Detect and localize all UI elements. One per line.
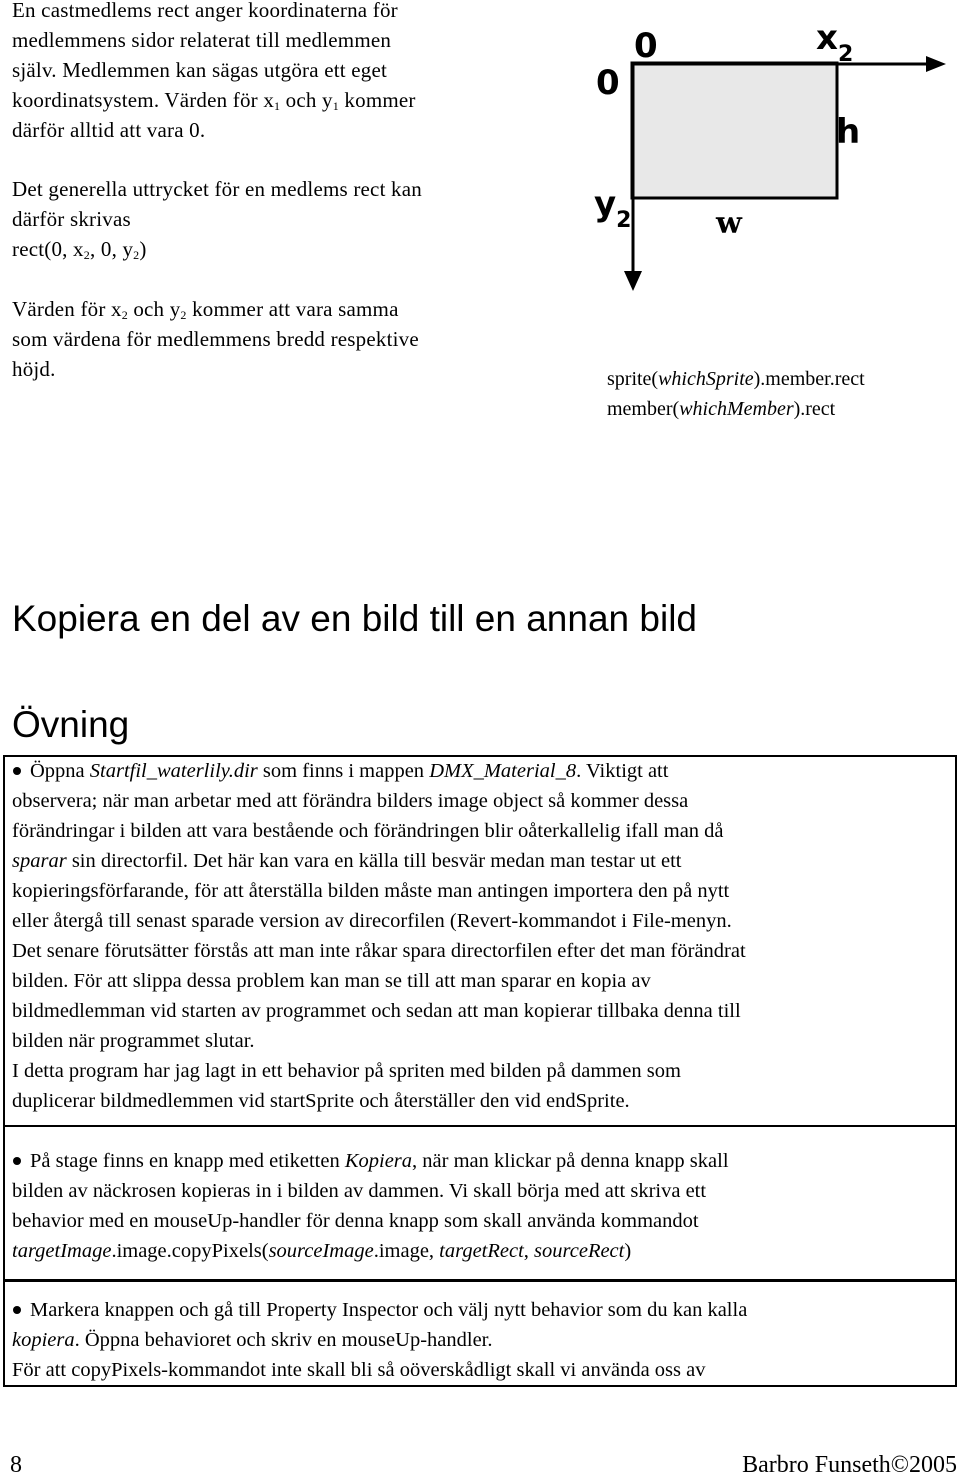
code-param: targetImage — [12, 1240, 112, 1262]
syntax-text: ).member.rect — [753, 368, 865, 390]
values-line: höjd. — [12, 357, 56, 381]
box-line: observera; när man arbetar med att förändra bilders image object så kommer dessa — [12, 790, 689, 812]
box-line — [12, 1295, 952, 1325]
behavior-name: kopiera — [12, 1329, 75, 1351]
box-line — [12, 1325, 952, 1355]
box-line: bilden. För att slippa dessa problem kan man se till att man sparar en kopia av — [12, 970, 651, 992]
box-line: Det senare förutsätter förstås att man inte råkar spara directorfilen efter det man förändrat — [12, 940, 746, 962]
y2-label: $y_2$ — [594, 184, 632, 233]
subscript: 1 — [332, 99, 339, 113]
box-line: kopieringsförfarande, för att återställa bilden måste man antingen importera den på nytt — [12, 880, 730, 902]
syntax-text: sprite( — [607, 368, 659, 390]
origin-left-label: 0 — [596, 63, 620, 103]
w-label: w — [716, 206, 742, 241]
box-text: . Viktigt att — [576, 760, 669, 782]
box-line — [12, 756, 952, 786]
values-line: som värdena för medlemmens bredd respektive — [12, 327, 419, 351]
section-heading: Kopiera en del av en bild till en annan bild — [12, 598, 697, 639]
code-text: .image.copyPixels( — [111, 1240, 269, 1262]
box-line: bilden av näckrosen kopieras in i bilden av dammen. Vi skall börja med att skriva ett — [12, 1180, 707, 1202]
y-axis-arrow — [624, 271, 642, 291]
code-text: ) — [624, 1240, 632, 1262]
values-text: och y — [127, 297, 181, 321]
bullet-icon — [13, 767, 21, 775]
intro-text: koordinatsystem. Värden för x — [12, 88, 275, 112]
intro-line: själv. Medlemmen kan sägas utgöra ett eget — [12, 58, 388, 82]
code-text: .image, — [373, 1240, 440, 1262]
syntax-text: member( — [607, 398, 680, 420]
syntax-param: whichMember — [679, 398, 794, 420]
emphasis: sparar — [12, 850, 67, 872]
subscript: 2 — [121, 308, 128, 322]
bullet-icon — [13, 1306, 21, 1314]
x-axis-arrow — [926, 56, 946, 72]
button-label-name: Kopiera — [344, 1150, 413, 1172]
bullet-icon — [13, 1157, 21, 1165]
general-line: därför skrivas — [12, 207, 131, 231]
general-text: , 0, y — [89, 237, 134, 261]
subscript: 2 — [133, 248, 140, 262]
values-text: Värden för x — [12, 297, 122, 321]
rect-coordinate-diagram — [580, 15, 960, 300]
box-line: behavior med en mouseUp-handler för denna knapp som skall använda kommandot — [12, 1210, 699, 1232]
box-text: Markera knappen och gå till Property Inspector och välj nytt behavior som du kan kalla — [30, 1299, 748, 1321]
general-line: Det generella uttrycket för en medlems rect kan — [12, 177, 422, 201]
x2-label: $x_2$ — [816, 18, 854, 67]
intro-line: medlemmens sidor relaterat till medlemmen — [12, 28, 392, 52]
intro-paragraph — [12, 0, 572, 145]
values-line — [12, 294, 572, 324]
member-rect — [632, 63, 837, 198]
code-text: , — [523, 1240, 535, 1262]
intro-text: kommer — [338, 88, 416, 112]
box-line: förändringar i bilden att vara bestående och förändringen blir oåterkallelig ifall man då — [12, 820, 724, 842]
general-paragraph — [12, 174, 572, 264]
box-line: eller återgå till senast sparade version av direcorfilen (Revert-kommandot i File-menyn. — [12, 910, 732, 932]
general-line — [12, 234, 572, 264]
intro-line — [12, 85, 572, 115]
box-line: duplicerar bildmedlemmen vid startSprite och återställer den vid endSprite. — [12, 1090, 630, 1112]
box-line: För att copyPixels-kommandot inte skall bli så oöverskådligt skall vi använda oss av — [12, 1359, 706, 1381]
origin-top-label: 0 — [634, 26, 658, 66]
syntax-text: ).rect — [793, 398, 836, 420]
page-number: 8 — [10, 1452, 22, 1478]
code-param: sourceImage — [268, 1240, 374, 1262]
h-label: h — [836, 112, 861, 152]
values-text: kommer att vara samma — [186, 297, 399, 321]
box-line: bilden när programmet slutar. — [12, 1030, 255, 1052]
box-text: . Öppna behavioret och skriv en mouseUp-handler. — [74, 1329, 493, 1351]
values-paragraph — [12, 294, 572, 384]
box-text: som finns i mappen — [257, 760, 430, 782]
rect-syntax — [607, 364, 957, 424]
footer-author: Barbro Funseth©2005 — [742, 1452, 957, 1478]
box-text: , när man klickar på denna knapp skall — [412, 1150, 729, 1172]
exercise-box-3-text — [12, 1295, 952, 1385]
file-name: Startfil_waterlily.dir — [89, 760, 258, 782]
intro-text: och y — [280, 88, 333, 112]
general-text: rect(0, x — [12, 237, 84, 261]
subscript: 2 — [83, 248, 90, 262]
syntax-line — [607, 364, 957, 394]
box-line: I detta program har jag lagt in ett behavior på spriten med bilden på dammen som — [12, 1060, 681, 1082]
exercise-box-1-text — [12, 756, 952, 1116]
syntax-line — [607, 394, 957, 424]
box-line — [12, 846, 952, 876]
box-text: sin directorfil. Det här kan vara en källa till besvär medan man testar ut ett — [66, 850, 682, 872]
intro-line: En castmedlems rect anger koordinaterna för — [12, 0, 398, 22]
intro-line: därför alltid att vara 0. — [12, 118, 206, 142]
box-text: På stage finns en knapp med etiketten — [30, 1150, 345, 1172]
syntax-param: whichSprite — [658, 368, 754, 390]
general-text: ) — [139, 237, 147, 261]
folder-name: DMX_Material_8 — [429, 760, 577, 782]
box-line — [12, 1236, 952, 1266]
box-text: Öppna — [30, 760, 90, 782]
box-line: bildmedlemman vid starten av programmet och sedan att man kopierar tillbaka denna till — [12, 1000, 741, 1022]
code-param: sourceRect — [534, 1240, 625, 1262]
code-param: targetRect — [439, 1240, 524, 1262]
subscript: 2 — [180, 308, 187, 322]
exercise-heading: Övning — [12, 704, 130, 745]
exercise-box-2-text — [12, 1146, 952, 1266]
box-line — [12, 1146, 952, 1176]
subscript: 1 — [274, 99, 281, 113]
